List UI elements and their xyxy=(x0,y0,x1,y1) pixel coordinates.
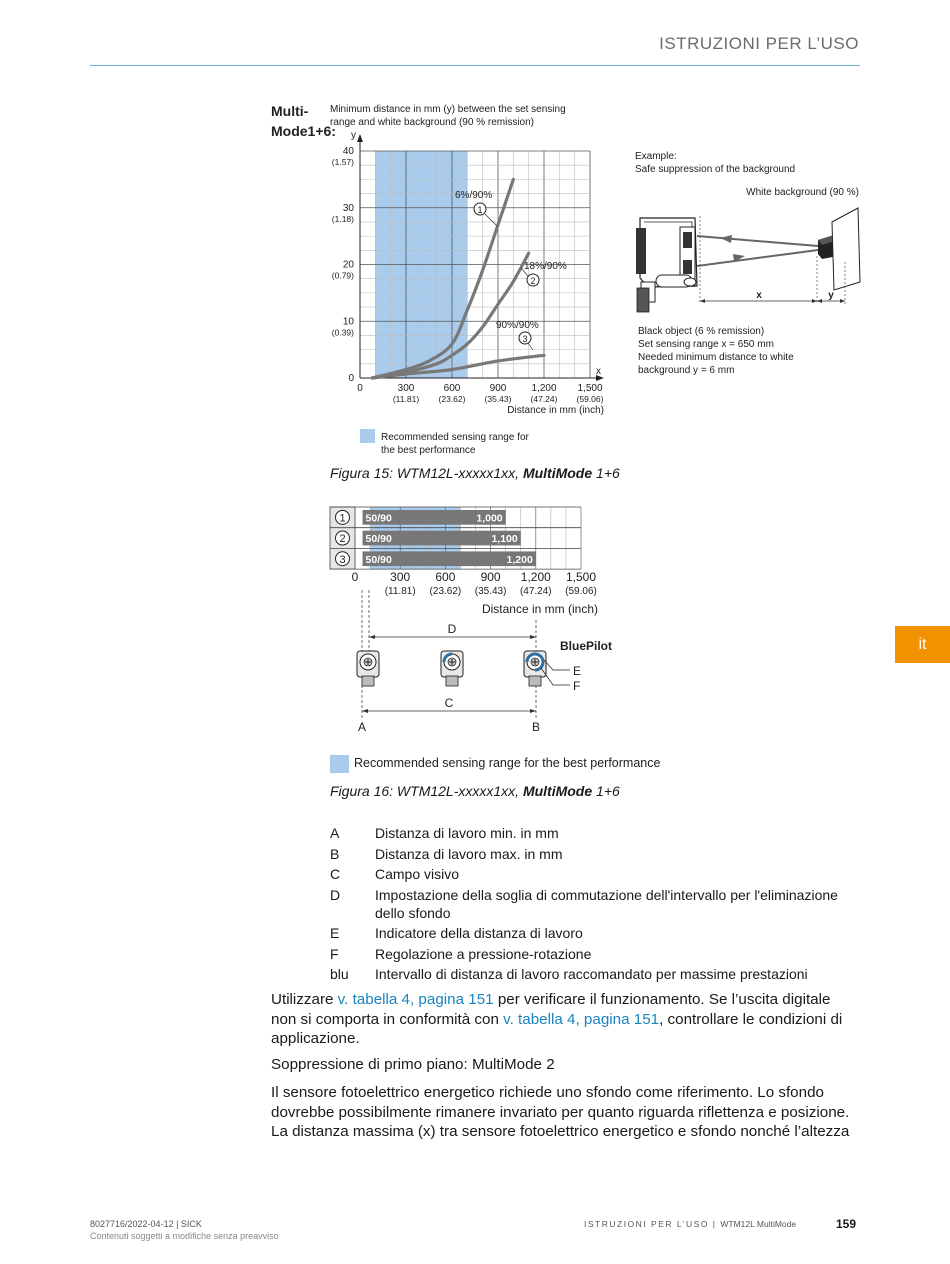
range-x-tick: 300 xyxy=(390,570,411,584)
x-tick-label: 0 xyxy=(357,383,363,394)
legend-item xyxy=(330,824,850,842)
y-tick-label: 20 xyxy=(342,259,354,271)
legend-value: Distanza di lavoro min. in mm xyxy=(375,825,559,841)
x-tick-inch: (35.43) xyxy=(484,394,512,404)
range-bar-min: 50/90 xyxy=(365,553,392,566)
language-tab[interactable]: it xyxy=(895,626,950,663)
dim-arrow-y-left xyxy=(817,299,822,303)
curve-leader-1 xyxy=(485,214,497,226)
legend-value: Distanza di lavoro max. in mm xyxy=(375,845,563,862)
caption-15-text: Figura 15: WTM12L-xxxxx1xx, xyxy=(330,465,523,481)
row-number: 1 xyxy=(339,512,346,525)
mode-side-label: Multi-Mode1+6: xyxy=(271,103,336,139)
curve-label-2: 18%/90% xyxy=(524,261,567,272)
page-number: 159 xyxy=(836,1217,857,1231)
range-x-tick-inch: (23.62) xyxy=(429,586,462,597)
label-B: B xyxy=(531,720,541,734)
legend-line2: the best performance xyxy=(381,445,476,456)
label-A: A xyxy=(357,720,367,734)
dim-D-arrow-left xyxy=(369,635,375,639)
range-x-tick-inch: (35.43) xyxy=(474,586,507,597)
para1-text-b: per verificare il funzionamento. Se l’uscita digitale non si comporta in conformità con xyxy=(271,991,831,1028)
x-tick-label: 900 xyxy=(489,383,507,394)
figure-16-caption xyxy=(330,783,620,799)
range-x-tick: 900 xyxy=(480,570,501,584)
footer-doc-id: 8027716/2022-04-12 | SICK xyxy=(90,1219,202,1229)
range-x-tick: 1,200 xyxy=(520,570,551,584)
row-number: 3 xyxy=(339,553,346,566)
legend-item xyxy=(330,965,850,983)
caption-15-tail: 1+6 xyxy=(592,465,620,481)
table-link-1[interactable]: v. tabella 4, pagina 151 xyxy=(337,991,494,1008)
x-tick-label: 1,500 xyxy=(577,383,603,394)
x-tick-label: 300 xyxy=(397,383,415,394)
legend-text-16: Recommended sensing range for the best performance xyxy=(354,756,661,770)
legend-key: F xyxy=(330,945,339,962)
x-axis-letter: x xyxy=(596,366,601,377)
y-tick-inch: (0.79) xyxy=(331,270,354,281)
legend-item xyxy=(330,886,850,922)
table-link-2[interactable]: v. tabella 4, pagina 151 xyxy=(503,1010,660,1028)
legend-line1: Recommended sensing range for xyxy=(381,432,529,443)
curve-label-1: 6%/90% xyxy=(455,190,493,201)
emitted-beam xyxy=(697,250,818,266)
curve-number-1: 1 xyxy=(477,205,483,215)
dim-arrow-x-left xyxy=(700,299,705,303)
range-x-tick: 1,500 xyxy=(565,570,597,584)
dim-arrow-x-right xyxy=(812,299,817,303)
dim-y-label: y xyxy=(828,290,834,301)
example-note-1: Black object (6 % remission) xyxy=(638,326,765,337)
key-legend-list xyxy=(330,824,850,986)
x-axis-title: Distance in mm (inch) xyxy=(507,405,604,416)
figure-15-caption xyxy=(330,465,620,481)
y-tick-inch: (1.18) xyxy=(331,213,354,224)
white-background-panel xyxy=(832,208,860,290)
range-bar-min: 50/90 xyxy=(365,533,392,546)
range-x-tick-labels xyxy=(352,570,597,597)
legend-value: Regolazione a pressione-rotazione xyxy=(375,945,592,962)
figure-15-chart xyxy=(320,95,865,460)
caption-15-product: MultiMode xyxy=(522,465,593,481)
x-tick-inch: (23.62) xyxy=(438,394,466,404)
label-E: E xyxy=(573,664,582,678)
example-note-4: background y = 6 mm xyxy=(638,365,735,376)
y-tick-label: 40 xyxy=(342,146,354,157)
white-background-label: White background (90 %) xyxy=(746,187,859,198)
dim-C-arrow-left xyxy=(362,709,368,713)
dim-C-arrow-right xyxy=(530,709,536,713)
para1-text-a: Utilizzare xyxy=(271,991,338,1008)
range-x-tick: 0 xyxy=(351,570,359,584)
dim-arrow-y-right xyxy=(840,299,845,303)
paragraph-background: Il sensore fotoelettrico energetico richiede uno sfondo come riferimento. Lo sfondo dovrebbe possibilmente rimanere invariato per quanto riguarda riflettenza e posizione. La distanza massima (x) tra sensore fotoelettrico energetico e sfondo nonché l’altezza xyxy=(271,1084,850,1140)
range-bar-max: 1,100 xyxy=(491,533,518,546)
x-tick-inch: (47.24) xyxy=(530,394,558,404)
header-rule xyxy=(90,65,860,66)
footer-doc-type: ISTRUZIONI PER L’USO | xyxy=(584,1219,721,1229)
legend-value: Indicatore della distanza di lavoro xyxy=(375,925,583,941)
dim-D-arrow-right xyxy=(530,635,536,639)
x-tick-labels xyxy=(357,383,603,404)
y-tick-inch: (0.39) xyxy=(331,327,354,338)
chart-title-line1: Minimum distance in mm (y) between the set sensing xyxy=(330,104,566,115)
header-title: ISTRUZIONI PER L’USO xyxy=(659,34,859,53)
legend-key: E xyxy=(330,925,340,941)
y-tick-label: 10 xyxy=(342,316,354,328)
footer-center xyxy=(584,1219,796,1229)
legend-key: C xyxy=(330,866,341,882)
legend-value: Campo visivo xyxy=(375,866,460,882)
caption-16-text: Figura 16: WTM12L-xxxxx1xx, xyxy=(330,783,523,799)
x-tick-label: 1,200 xyxy=(531,383,557,394)
label-C: C xyxy=(444,696,454,710)
example-title-2: Safe suppression of the background xyxy=(635,164,796,175)
legend-value: Intervallo di distanza di lavoro raccomandato per massime prestazioni xyxy=(375,966,808,982)
section-heading-product: MultiMode 2 xyxy=(471,1056,555,1073)
legend-key: B xyxy=(330,845,340,862)
para1-text-c: , controllare le condizioni di applicazione. xyxy=(271,1010,843,1047)
figure-16-diagram xyxy=(325,500,625,745)
range-bar-max: 1,000 xyxy=(476,512,503,525)
range-x-tick-inch: (11.81) xyxy=(384,586,416,597)
y-tick-label: 30 xyxy=(342,202,354,214)
range-bar-max: 1,200 xyxy=(506,553,533,566)
legend-key: A xyxy=(330,825,340,841)
row-number: 2 xyxy=(339,533,346,546)
legend-item xyxy=(330,865,850,883)
legend-item xyxy=(330,945,850,963)
range-x-tick: 600 xyxy=(435,570,456,584)
legend-swatch xyxy=(360,429,375,443)
chart-title-line2: range and white background (90 % remission) xyxy=(330,117,534,128)
example-note-3: Needed minimum distance to white xyxy=(638,352,794,363)
bluepilot-label: BluePilot xyxy=(560,639,613,653)
legend-value: Impostazione della soglia di commutazione dell'intervallo per l'eliminazione dello sfondo xyxy=(375,886,838,921)
example-note-2: Set sensing range x = 650 mm xyxy=(638,339,774,350)
range-x-tick-inch: (59.06) xyxy=(565,586,597,597)
section-heading-text: Soppressione di primo piano: xyxy=(271,1056,472,1073)
y-tick-labels xyxy=(332,146,355,384)
knob-max xyxy=(524,651,546,686)
legend-item xyxy=(330,924,850,942)
x-tick-inch: (11.81) xyxy=(392,394,420,404)
caption-16-product: MultiMode xyxy=(522,783,593,799)
example-title-1: Example: xyxy=(635,151,677,162)
x-tick-inch: (59.06) xyxy=(576,394,604,404)
range-x-tick-inch: (47.24) xyxy=(519,586,552,597)
section-heading xyxy=(271,1056,555,1073)
legend-item xyxy=(330,845,850,863)
y-axis-arrow xyxy=(357,134,363,142)
legend-swatch-16 xyxy=(330,755,349,773)
y-tick-label: 0 xyxy=(348,373,354,384)
curve-number-3: 3 xyxy=(522,334,528,344)
curve-number-2: 2 xyxy=(530,276,536,286)
label-D: D xyxy=(447,622,457,636)
legend-key: D xyxy=(330,886,341,903)
paragraph-check-function xyxy=(271,990,856,1049)
knob-min xyxy=(357,651,379,686)
return-beam xyxy=(697,236,818,246)
footer-product: WTM12L MultiMode xyxy=(720,1219,797,1229)
label-F: F xyxy=(573,679,581,693)
dim-x-label: x xyxy=(756,290,762,301)
legend-key: blu xyxy=(330,966,349,982)
curve-label-3: 90%/90% xyxy=(496,320,539,331)
y-axis-letter: y xyxy=(351,130,356,141)
y-tick-inch: (1.57) xyxy=(331,157,354,167)
sensor-illustration xyxy=(636,218,697,312)
x-tick-label: 600 xyxy=(443,383,461,394)
caption-16-tail: 1+6 xyxy=(592,783,620,799)
footer-left xyxy=(90,1218,279,1242)
footer-disclaimer: Contenuti soggetti a modifiche senza preavviso xyxy=(90,1231,279,1241)
leader-E xyxy=(544,660,570,670)
knob-mid xyxy=(441,651,463,686)
range-bar-min: 50/90 xyxy=(365,512,392,525)
range-x-axis-title: Distance in mm (inch) xyxy=(481,602,598,616)
